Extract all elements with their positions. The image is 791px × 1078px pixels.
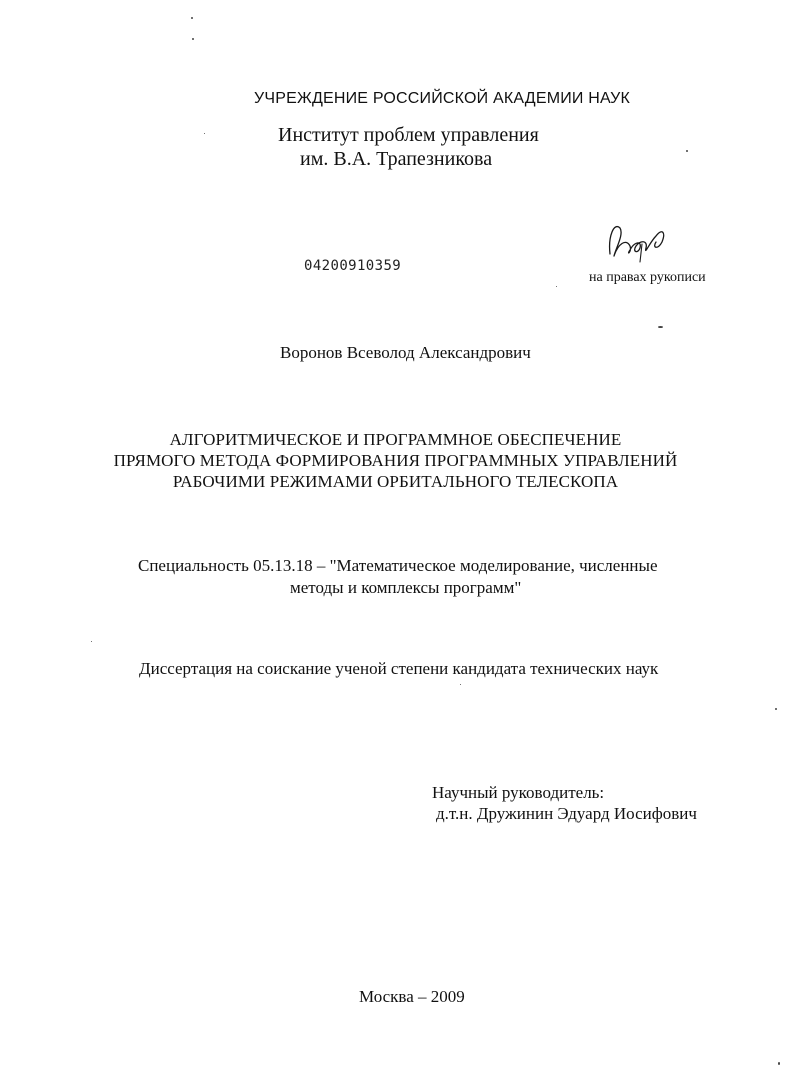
scan-speck — [192, 38, 194, 40]
thesis-title-line3: РАБОЧИМИ РЕЖИМАМИ ОРБИТАЛЬНОГО ТЕЛЕСКОПА — [172, 472, 619, 491]
scan-speck — [204, 133, 205, 134]
institute-name-line2: им. В.А. Трапезникова — [300, 148, 493, 170]
scan-speck — [191, 17, 193, 19]
handwritten-signature — [596, 214, 686, 274]
institute-name-line1: Институт проблем управления — [278, 124, 539, 146]
author-name: Воронов Всеволод Александрович — [280, 343, 531, 362]
scan-speck — [775, 708, 777, 710]
scan-speck — [686, 150, 688, 152]
supervisor-name: д.т.н. Дружинин Эдуард Иосифович — [436, 804, 697, 823]
scan-speck — [658, 326, 663, 328]
thesis-title-line1: АЛГОРИТМИЧЕСКОЕ И ПРОГРАММНОЕ ОБЕСПЕЧЕНИЕ — [169, 430, 622, 449]
manuscript-rights-note: на правах рукописи — [589, 270, 706, 285]
registry-code: 04200910359 — [304, 258, 402, 274]
specialty-line2: методы и комплексы программ" — [290, 578, 522, 597]
scan-speck — [460, 684, 461, 685]
specialty-line1: Специальность 05.13.18 – "Математическое моделирование, численные — [138, 556, 658, 575]
dissertation-statement: Диссертация на соискание ученой степени кандидата технических наук — [139, 659, 659, 678]
scan-speck — [778, 1062, 780, 1065]
thesis-title-line2: ПРЯМОГО МЕТОДА ФОРМИРОВАНИЯ ПРОГРАММНЫХ УПРАВЛЕНИЙ — [113, 451, 678, 470]
city-year: Москва – 2009 — [359, 987, 465, 1006]
scan-speck — [91, 641, 92, 642]
supervisor-label: Научный руководитель: — [432, 783, 605, 802]
scan-speck — [556, 286, 557, 287]
organization-name: УЧРЕЖДЕНИЕ РОССИЙСКОЙ АКАДЕМИИ НАУК — [254, 90, 631, 107]
